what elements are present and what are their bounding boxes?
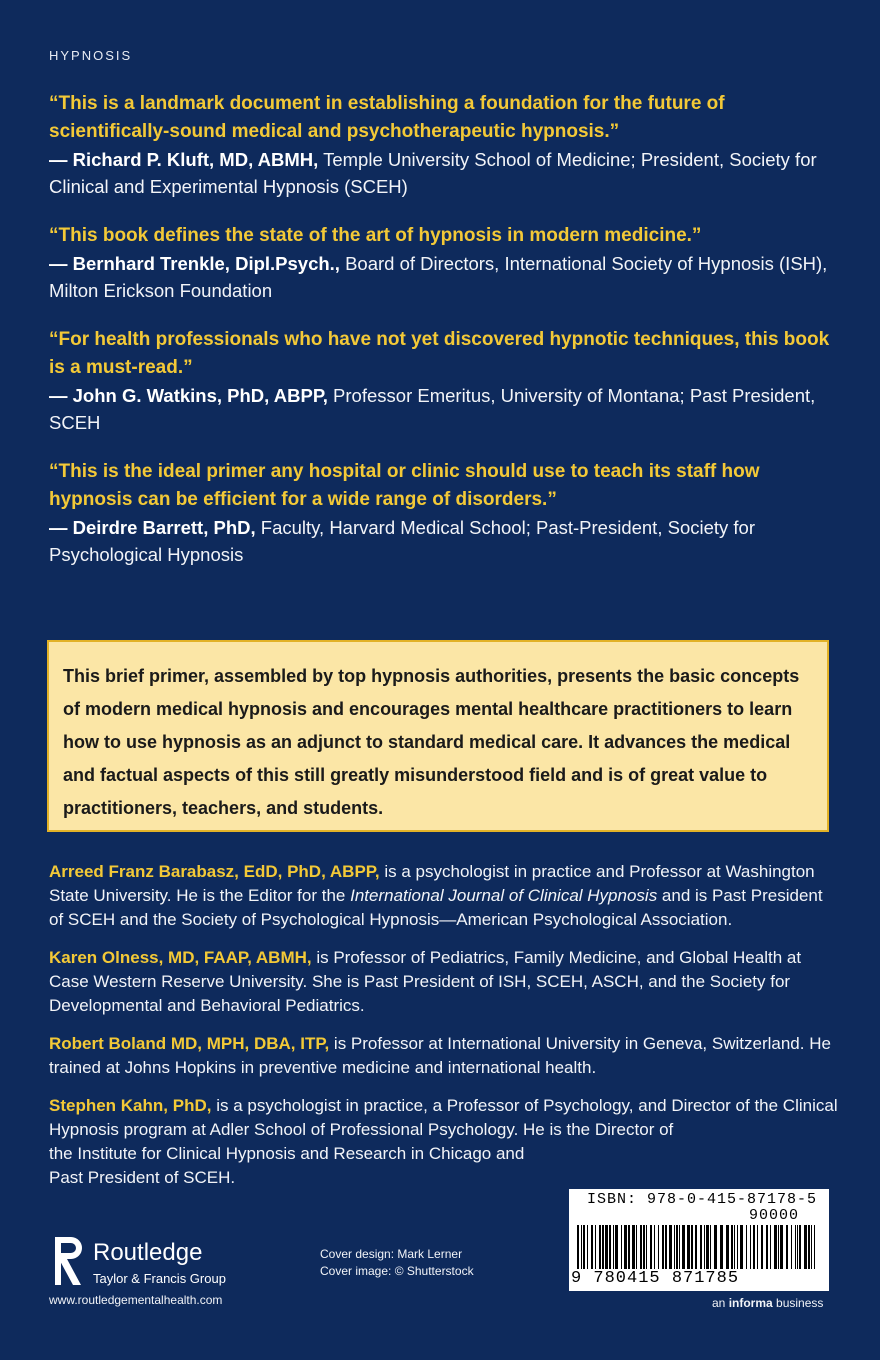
barcode-bar xyxy=(613,1225,614,1269)
barcode-bar xyxy=(669,1225,672,1269)
barcode-bar xyxy=(714,1225,717,1269)
barcode-bar xyxy=(654,1225,655,1269)
author-bio-2 xyxy=(49,946,839,1018)
barcode-bar xyxy=(780,1225,783,1269)
barcode-bar xyxy=(731,1225,733,1269)
quote-attribution xyxy=(49,146,839,200)
quote-attribution xyxy=(49,382,839,436)
quote-text: “For health professionals who have not yet discovered hypnotic techniques, this book is a must-read.” xyxy=(49,329,830,378)
informa-brand: informa xyxy=(728,1296,773,1310)
barcode-bar xyxy=(700,1225,702,1269)
barcode-bar xyxy=(804,1225,807,1269)
isbn-number: ISBN: 978-0-415-87178-5 xyxy=(587,1191,818,1208)
barcode-bar xyxy=(628,1225,630,1269)
endorsement-2 xyxy=(49,222,839,304)
barcode-bar xyxy=(662,1225,664,1269)
author-bio-text: Past President of SCEH. xyxy=(49,1168,236,1187)
barcode-bar xyxy=(581,1225,582,1269)
quote-author: — Richard P. Kluft, MD, ABMH, xyxy=(49,149,319,170)
summary-box: This brief primer, assembled by top hypnosis authorities, presents the basic concepts of modern medical hypnosis and encourages mental healthcare practitioners to learn how to use hypnosis as an adjunct to standard medical care. It advances the medical and factual aspects of this still greatly misunderstood field and is of great value to practitioners, teachers, and students. xyxy=(47,640,829,832)
quote-affiliation: Faculty, Harvard Medical School; Past-President, Society for Psychological Hypnosis xyxy=(49,517,755,565)
endorsement-3 xyxy=(49,326,839,436)
barcode-bar xyxy=(615,1225,618,1269)
author-bio-text: is a psychologist in practice, a Professor of Psychology, and Director of the Clinical Hypnosis program at Adler School of Professional Psychology. He is the Director of xyxy=(49,1096,838,1139)
author-name: Robert Boland MD, MPH, DBA, ITP, xyxy=(49,1034,330,1053)
barcode-bar xyxy=(595,1225,596,1269)
barcode-bar xyxy=(646,1225,647,1269)
quote-text: “This book defines the state of the art of hypnosis in modern medicine.” xyxy=(49,225,702,246)
isbn-barcode xyxy=(569,1189,829,1291)
barcode-bar xyxy=(691,1225,693,1269)
barcode-bar xyxy=(591,1225,593,1269)
barcode-bar xyxy=(778,1225,779,1269)
author-bio-1 xyxy=(49,860,839,932)
publisher-name: Routledge xyxy=(93,1239,203,1266)
barcode-bar xyxy=(695,1225,697,1269)
barcode-bar xyxy=(674,1225,675,1269)
quote-affiliation: Professor Emeritus, University of Montana; Past President, SCEH xyxy=(49,385,816,433)
barcode-bars xyxy=(577,1225,821,1269)
author-bio-text: is a psychologist in practice and Professor at Washington State University. He is the Editor for the xyxy=(49,862,815,905)
price-code: 90000 xyxy=(749,1207,800,1224)
barcode-bar xyxy=(621,1225,622,1269)
endorsement-4 xyxy=(49,458,839,568)
barcode-bar xyxy=(791,1225,792,1269)
quote-text: “This is the ideal primer any hospital or clinic should use to teach its staff how hypnosis can be efficient for a wide range of disorders.” xyxy=(49,461,760,510)
barcode-bar xyxy=(632,1225,635,1269)
barcode-bar xyxy=(710,1225,711,1269)
barcode-bar xyxy=(757,1225,758,1269)
barcode-bar xyxy=(726,1225,729,1269)
barcode-bar xyxy=(676,1225,678,1269)
quote-text: “This is a landmark document in establishing a foundation for the future of scientifically-sound medical and psychotherapeutic hypnosis.” xyxy=(49,93,725,142)
barcode-bar xyxy=(665,1225,667,1269)
barcode-bar xyxy=(746,1225,747,1269)
author-bio-text: is Professor at International University in Geneva, Switzerland. He trained at Johns Hopkins in preventive medicine and international health. xyxy=(49,1034,831,1077)
quote-author: — Bernhard Trenkle, Dipl.Psych., xyxy=(49,253,340,274)
barcode-bar xyxy=(786,1225,788,1269)
barcode-bar xyxy=(795,1225,796,1269)
author-bios xyxy=(49,860,839,1204)
quote-author: — Deirdre Barrett, PhD, xyxy=(49,517,256,538)
informa-suffix: business xyxy=(772,1296,824,1310)
barcode-bar xyxy=(602,1225,604,1269)
quote-affiliation: Board of Directors, International Society of Hypnosis (ISH), Milton Erickson Foundation xyxy=(49,253,828,301)
barcode-bar xyxy=(750,1225,751,1269)
barcode-bar xyxy=(587,1225,588,1269)
author-name: Arreed Franz Barabasz, EdD, PhD, ABPP, xyxy=(49,862,380,881)
author-bio-text: is Professor of Pediatrics, Family Medicine, and Global Health at Case Western Reserve University. She is Past President of ISH, SCEH, ASCH, and the Society for Developmental and Behavioral Pediatrics. xyxy=(49,948,802,1015)
barcode-bar xyxy=(605,1225,608,1269)
cover-design-credit: Cover design: Mark Lerner xyxy=(320,1247,463,1261)
endorsements xyxy=(49,90,839,590)
barcode-bar xyxy=(811,1225,812,1269)
cover-credits xyxy=(320,1246,474,1280)
author-name: Karen Olness, MD, FAAP, ABMH, xyxy=(49,948,312,967)
barcode-bar xyxy=(687,1225,690,1269)
barcode-bar xyxy=(640,1225,642,1269)
quote-attribution xyxy=(49,514,839,568)
barcode-bar xyxy=(577,1225,579,1269)
barcode-bar xyxy=(737,1225,738,1269)
publisher-group: Taylor & Francis Group xyxy=(93,1271,226,1286)
author-bio-4 xyxy=(49,1094,839,1190)
informa-prefix: an xyxy=(712,1296,729,1310)
barcode-bar xyxy=(799,1225,801,1269)
barcode-bar xyxy=(643,1225,645,1269)
barcode-bar xyxy=(583,1225,585,1269)
category-label: HYPNOSIS xyxy=(49,48,133,63)
routledge-logo-icon xyxy=(49,1235,87,1289)
journal-title: International Journal of Clinical Hypnosis xyxy=(350,886,658,905)
author-name: Stephen Kahn, PhD, xyxy=(49,1096,212,1115)
barcode-bar xyxy=(814,1225,815,1269)
barcode-bar xyxy=(808,1225,810,1269)
author-bio-text: the Institute for Clinical Hypnosis and Research in Chicago and xyxy=(49,1144,525,1163)
barcode-bar xyxy=(682,1225,685,1269)
publisher-url[interactable]: www.routledgementalhealth.com xyxy=(49,1293,223,1307)
author-bio-text: and is Past President of SCEH and the Society of Psychological Hypnosis—American Psychological Association. xyxy=(49,886,823,929)
barcode-bar xyxy=(650,1225,652,1269)
barcode-bar xyxy=(734,1225,735,1269)
cover-image-credit: Cover image: © Shutterstock xyxy=(320,1264,474,1278)
author-bio-3 xyxy=(49,1032,839,1080)
barcode-digits: 9 780415 871785 xyxy=(571,1269,740,1288)
quote-attribution xyxy=(49,250,839,304)
barcode-bar xyxy=(766,1225,768,1269)
barcode-bar xyxy=(704,1225,705,1269)
barcode-bar xyxy=(706,1225,709,1269)
quote-author: — John G. Watkins, PhD, ABPP, xyxy=(49,385,328,406)
barcode-bar xyxy=(770,1225,771,1269)
endorsement-1 xyxy=(49,90,839,200)
barcode-bar xyxy=(753,1225,755,1269)
quote-affiliation: Temple University School of Medicine; President, Society for Clinical and Experimental Hypnosis (SCEH) xyxy=(49,149,817,197)
barcode-bar xyxy=(599,1225,601,1269)
barcode-bar xyxy=(797,1225,798,1269)
barcode-bar xyxy=(740,1225,743,1269)
barcode-bar xyxy=(658,1225,659,1269)
barcode-bar xyxy=(636,1225,637,1269)
barcode-bar xyxy=(679,1225,680,1269)
informa-business xyxy=(712,1296,823,1310)
barcode-bar xyxy=(720,1225,723,1269)
barcode-bar xyxy=(761,1225,763,1269)
barcode-bar xyxy=(609,1225,611,1269)
barcode-bar xyxy=(624,1225,627,1269)
barcode-bar xyxy=(774,1225,777,1269)
